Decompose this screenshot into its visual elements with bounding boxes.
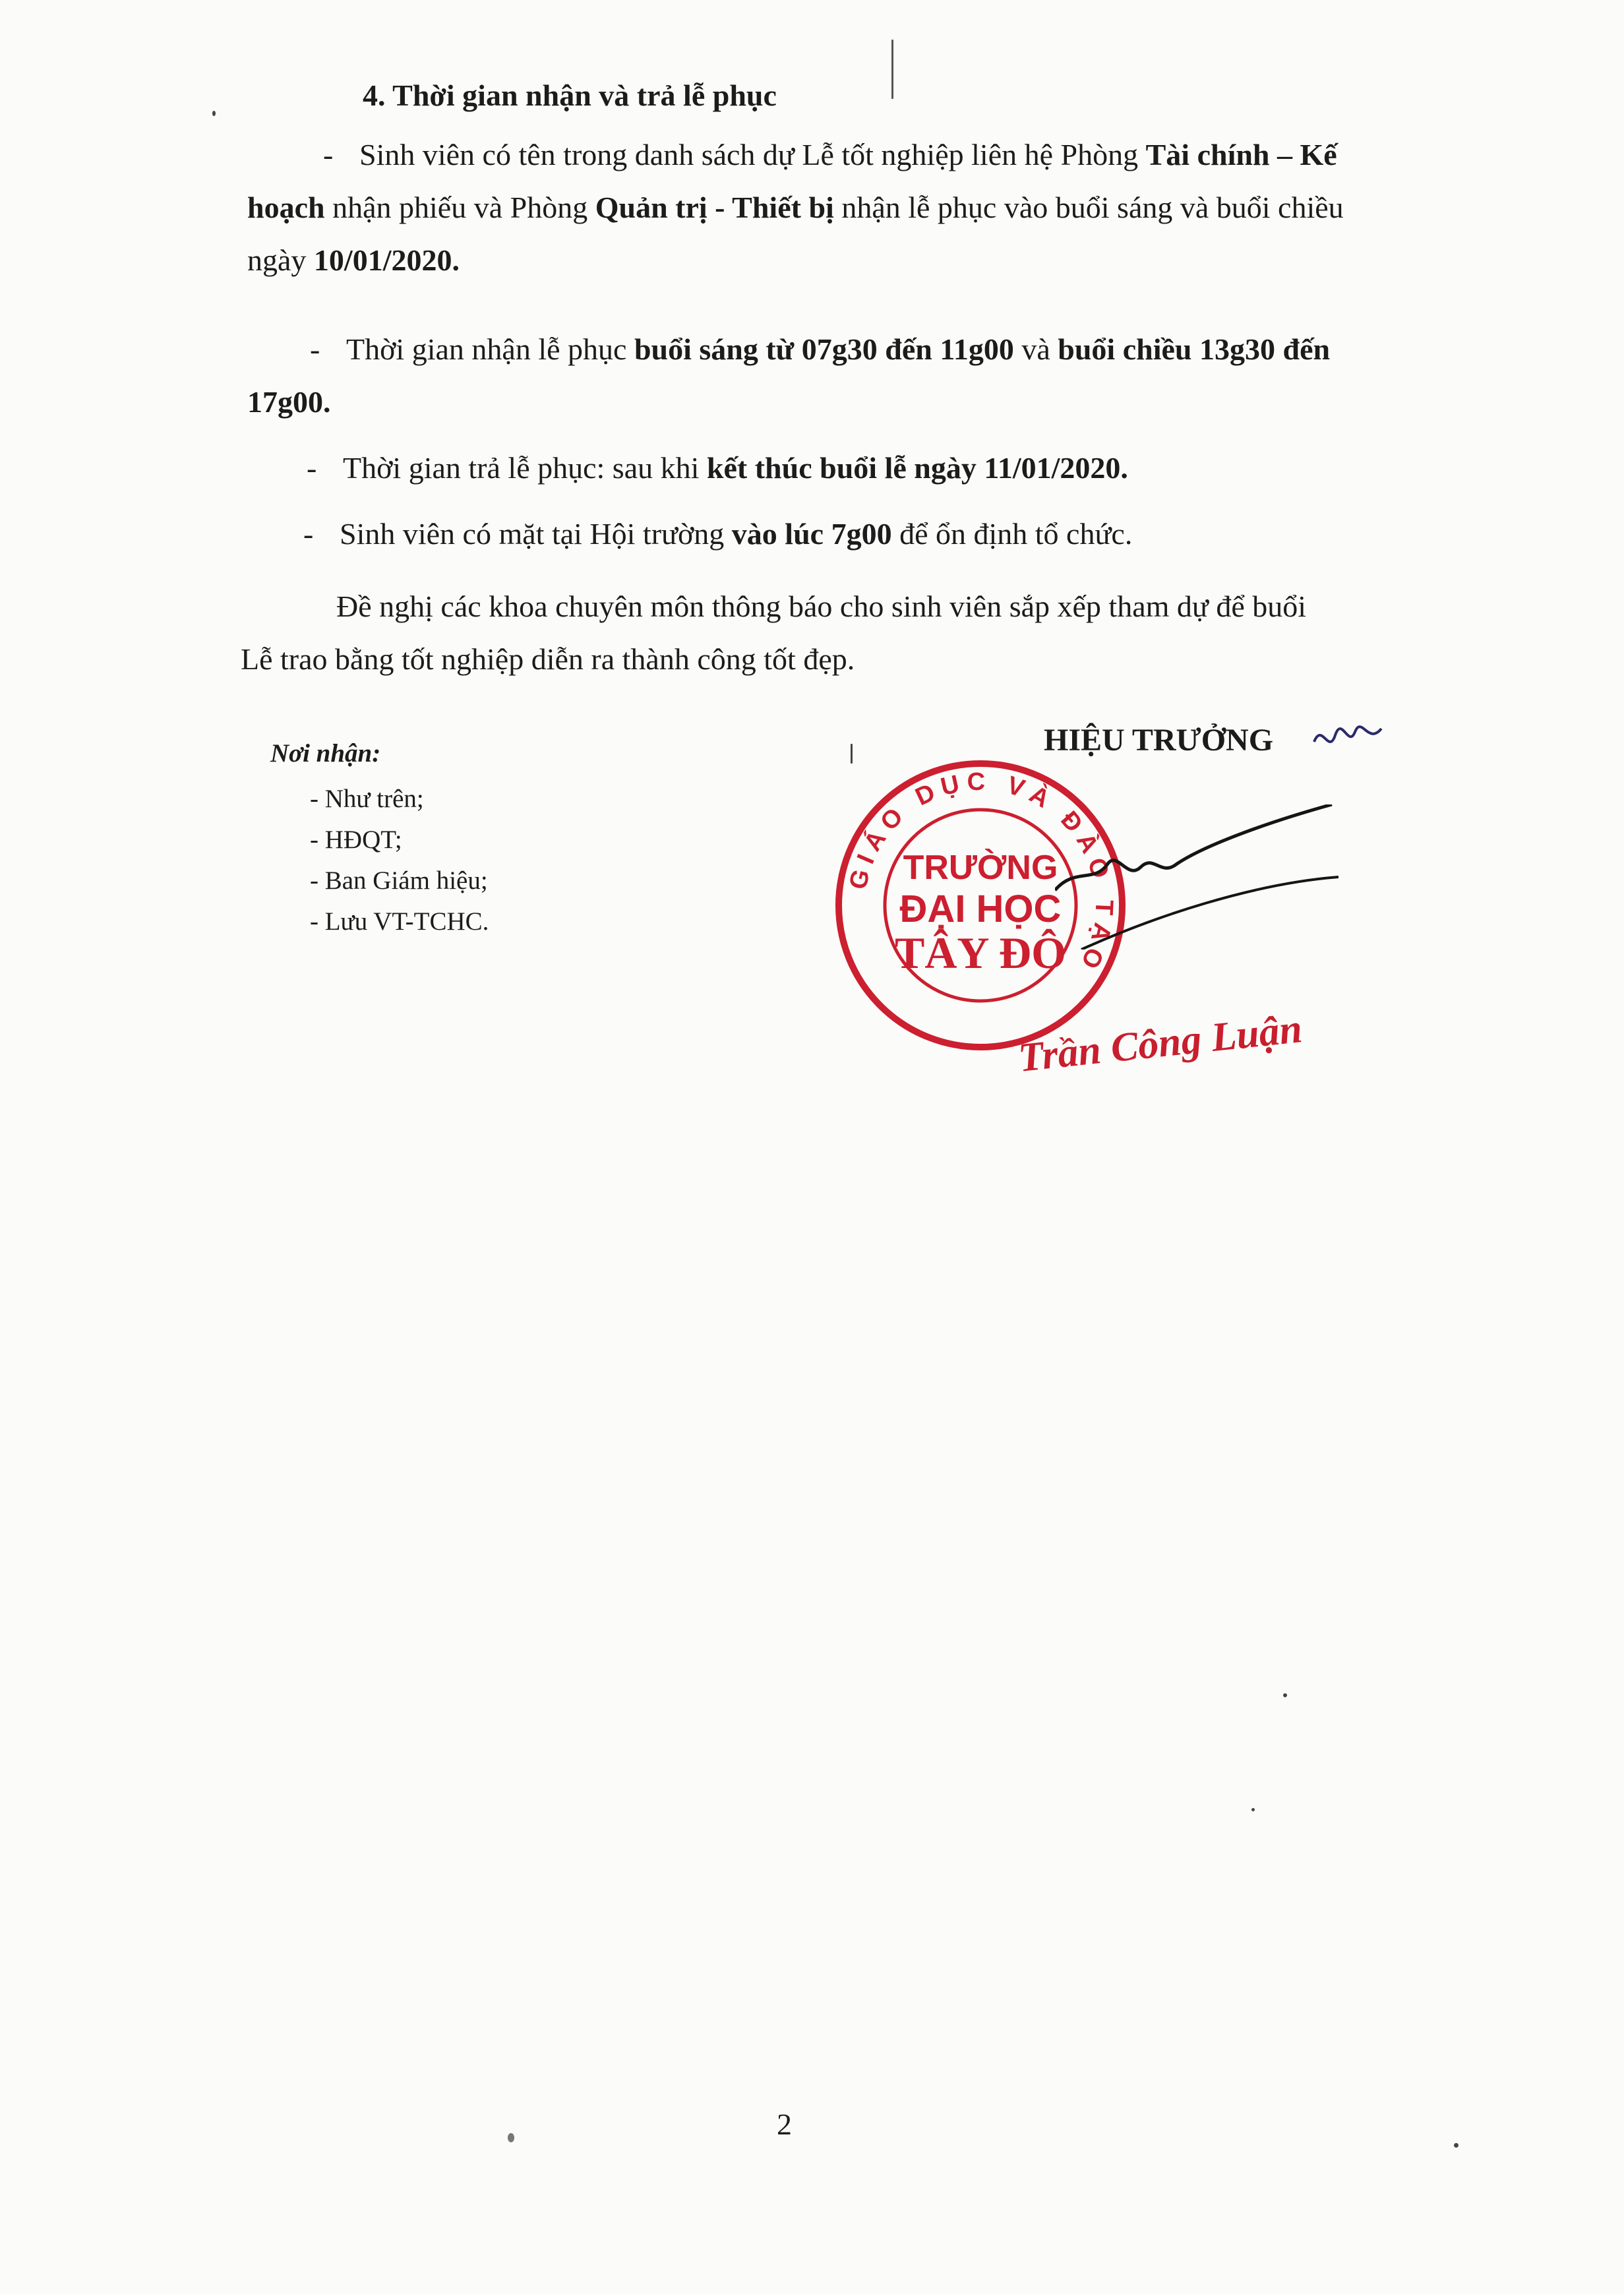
scan-speck [212, 111, 216, 116]
scan-speck [891, 40, 893, 99]
svg-text:GIÁO DỤC VÀ ĐÀO TẠO: GIÁO DỤC VÀ ĐÀO TẠO [844, 768, 1118, 979]
text-run: hoạch [247, 191, 325, 224]
svg-text:TÂY ĐÔ: TÂY ĐÔ [894, 928, 1067, 978]
scan-speck [1454, 2143, 1459, 2148]
paragraph-line [323, 129, 1337, 181]
paragraph-line [303, 508, 1132, 560]
text-run: ngày [247, 243, 314, 277]
bullet-dash: - [307, 451, 317, 485]
page-number: 2 [777, 2107, 792, 2141]
paragraph-line [241, 633, 855, 686]
text-run: Đề nghị các khoa chuyên môn thông báo cho sinh viên sắp xếp tham dự để buổi [336, 589, 1307, 623]
recipients-block [270, 739, 489, 942]
bullet-dash: - [303, 517, 314, 551]
recipients-title: Nơi nhận: [270, 739, 381, 768]
recipient-item: - Lưu VT-TCHC. [310, 907, 489, 936]
paragraph-line [247, 181, 1344, 234]
text-run: Quản trị - Thiết bị [595, 191, 834, 224]
recipient-item: - Ban Giám hiệu; [310, 866, 488, 895]
svg-text:TRƯỜNG: TRƯỜNG [903, 849, 1058, 887]
text-run: Sinh viên có tên trong danh sách dự Lễ tốt nghiệp liên hệ Phòng [359, 138, 1146, 171]
text-run: để ổn định tổ chức. [891, 517, 1133, 551]
text-run: buổi sáng từ 07g30 đến 11g00 [634, 332, 1014, 366]
text-run: Thời gian nhận lễ phục [346, 332, 634, 366]
recipient-item: - Như trên; [310, 785, 424, 813]
text-run: 10/01/2020. [313, 243, 460, 277]
signer-title: HIỆU TRƯỞNG [1044, 723, 1274, 758]
text-run: và [1013, 332, 1058, 366]
recipient-item: - HĐQT; [310, 826, 402, 854]
scan-speck [1251, 1808, 1255, 1811]
section-heading: 4. Thời gian nhận và trả lễ phục [363, 78, 777, 112]
paragraph-line [310, 323, 1330, 376]
bullet-dash: - [310, 332, 320, 366]
text-run: Sinh viên có mặt tại Hội trường [340, 517, 732, 551]
scan-speck [1283, 1693, 1287, 1697]
text-run: Thời gian trả lễ phục: sau khi [343, 451, 707, 485]
paragraph-line [307, 442, 1128, 495]
text-run: kết thúc buổi lễ ngày 11/01/2020. [706, 451, 1128, 485]
bullet-dash: - [323, 138, 334, 171]
initial-mark [1309, 715, 1388, 768]
text-run: Lễ trao bằng tốt nghiệp diễn ra thành công tốt đẹp. [241, 642, 855, 676]
handwritten-signature [1055, 804, 1338, 950]
text-run: nhận phiếu và Phòng [324, 191, 595, 224]
svg-text:ĐẠI HỌC: ĐẠI HỌC [899, 888, 1062, 930]
text-run: nhận lễ phục vào buổi sáng và buổi chiều [833, 191, 1344, 224]
scan-speck [508, 2133, 514, 2142]
text-run: vào lúc 7g00 [731, 517, 892, 551]
signer-name: Trần Công Luận [1016, 1006, 1304, 1081]
paragraph-line [336, 580, 1306, 633]
text-run: Tài chính – Kế [1145, 138, 1337, 171]
text-run: buổi chiều 13g30 đến [1058, 332, 1331, 366]
paragraph-line [247, 234, 460, 287]
text-run: 17g00. [247, 385, 331, 419]
paragraph-line [247, 376, 331, 429]
